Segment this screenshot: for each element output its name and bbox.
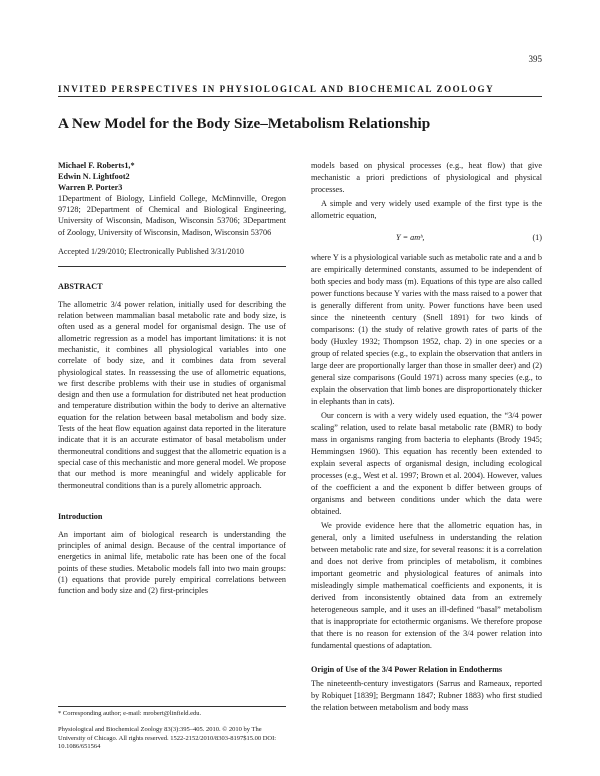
right-paragraph-4: Our concern is with a very widely used equation, the “3/4 power scaling” relation, used to relate basal metabolic rate (BMR) to body mass in organisms ranging from bacteria to elephants (Brody 1945; Hemmingsen 1960). This equation has recently been extended to explain several aspects of organismal design, including ecological processes (e.g., West et al. 1997; Brown et al. 2004). However, values of the coefficient a and the exponent b differ between groups of organisms and between conditions under which the data were obtained. <box>311 411 542 516</box>
left-column <box>58 160 286 597</box>
dates: Accepted 1/29/2010; Electronically Published 3/31/2010 <box>58 246 286 267</box>
right-paragraph-6: The nineteenth-century investigators (Sarrus and Rameaux, reported by Robiquet [1839]; Bergmann 1847; Rubner 1883) who first studied the relation between metabolism and body mass <box>311 679 542 712</box>
right-paragraph-5: We provide evidence here that the allometric equation has, in general, only a limited usefulness in understanding the relation between metabolic rate and size, for several reasons: it is a correlation and does not derive from principles of metabolism, it combines important geometric and physiological features of animals into misleadingly simple mathematical coefficients and exponents, it is derived from inconsistently obtained data from an extremely heterogeneous sample, and it uses an ill-defined “basal” metabolism that is inappropriate for ectothermic organisms. We therefore propose that there is no reason for extension of the 3/4 power relation into fundamental questions of adaptation. <box>311 521 542 650</box>
page-number: 395 <box>528 54 542 64</box>
abstract-heading: ABSTRACT <box>58 281 103 291</box>
author-2: Edwin N. Lightfoot2 <box>58 172 130 181</box>
authors <box>58 160 286 193</box>
author-1: Michael F. Roberts1,* <box>58 161 135 170</box>
abstract-text: The allometric 3/4 power relation, initially used for describing the relation between mammalian basal metabolic rate and body size, is often used as a general model for organismal design. The use of allometric regression as a model has important limitations: it is not mechanistic, it combines all physiological variables into one correlate of body size, and it combines data from several physiological states. In reassessing the use of allometric equations, we first describe problems with their use in studies of organismal design and then use a formulation for distributed net heat production and temperature distribution within the body to derive an alternative equation for the relation between basal metabolism and body size. Tests of the heat flow equation against data reported in the literature indicate that it is an accurate estimator of basal metabolism under thermoneutral conditions and suggest that the allometric equation is a special case of this mechanistic and more general model. We propose that our method is more meaningful and widely applicable for thermoneutral conditions than is a purely allometric approach. <box>58 299 286 490</box>
equation-number: (1) <box>532 233 542 242</box>
section-heading: Origin of Use of the 3/4 Power Relation in Endotherms <box>311 665 503 674</box>
citation: Physiological and Biochemical Zoology 83(3):395–405. 2010. © 2010 by The University of Chicago. All rights reserved. 1522-2152/2010/8303-8197$15.00 DOI: 10.1086/651564 <box>58 726 277 750</box>
footnote: * Corresponding author; e-mail: mrobert@linfield.edu. <box>58 706 286 719</box>
author-3: Warren P. Porter3 <box>58 183 123 192</box>
intro-heading: Introduction <box>58 511 103 521</box>
right-paragraph-1: models based on physical processes (e.g., heat flow) that give mechanistic a priori predictions of physiological and physical processes. <box>311 161 542 194</box>
intro-text: An important aim of biological research is understanding the principles of animal design. Because of the central importance of energetics in animal life, metabolic rate has been one of the focal points of these studies. Metabolic models fall into two main groups: (1) equations that provide purely empirical correlations between function and body size and (2) first-principles <box>58 529 286 596</box>
equation-expression: Y = amᵇ, <box>396 233 425 242</box>
header-rule <box>58 96 542 97</box>
affiliations: 1Department of Biology, Linfield College, McMinnville, Oregon 97128; 2Department of Chemical and Biological Engineering, University of Wisconsin, Madison, Wisconsin 53706; 3Department of Zoology, University of Wisconsin, Madison, Wisconsin 53706 <box>58 194 286 237</box>
equation-1 <box>311 232 542 244</box>
running-head: INVITED PERSPECTIVES IN PHYSIOLOGICAL AND BIOCHEMICAL ZOOLOGY <box>58 84 495 94</box>
right-paragraph-2: A simple and very widely used example of the first type is the allometric equation, <box>311 199 542 220</box>
article-title: A New Model for the Body Size–Metabolism Relationship <box>58 115 431 132</box>
right-column <box>311 160 542 714</box>
right-paragraph-3: where Y is a physiological variable such as metabolic rate and a and b are empirically determined constants, assumed to be independent of both species and body mass (m). Equations of this type are also called power functions because Y varies with the mass raised to a power that is generally different from unity. Power functions have been used since the nineteenth century (Snell 1891) for two kinds of comparisons: (1) the study of relative growth rates of parts of the body (Huxley 1932; Thompson 1952, chap. 2) in one species or a group of related species (e.g., to explain the observation that antlers in large deer are proportionally larger than those in smaller deer) and (2) general size comparisons (Gould 1971) across many species (e.g., to explain the observation that limb bones are disproportionately thicker in elephants than in cats). <box>311 253 542 406</box>
